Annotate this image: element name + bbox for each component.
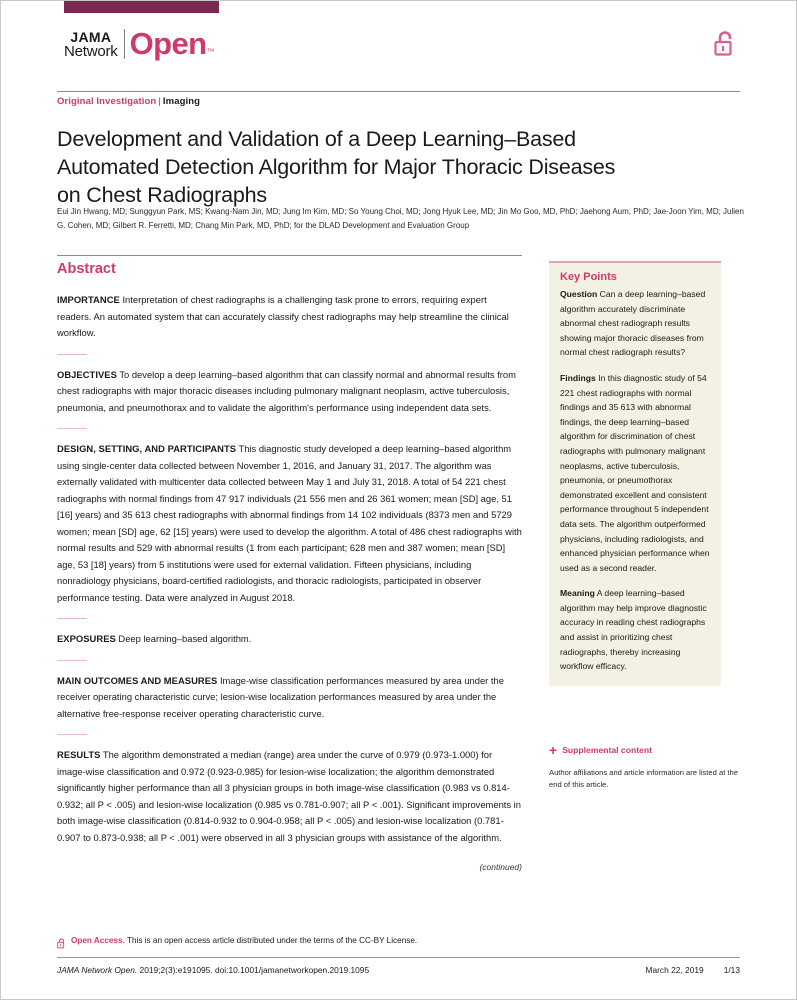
key-points-box [549,261,721,686]
abstract-design [57,441,522,606]
key-points-findings [560,371,710,575]
plus-icon: + [549,742,558,758]
logo-divider [124,29,125,59]
logo-jama-network [64,31,124,59]
key-points-question-label: Question [560,289,598,299]
open-access-label: Open Access. [71,936,125,945]
logo-open-text: Open [129,26,207,61]
open-access-license: This is an open access article distributed under the terms of the CC-BY License. [124,936,418,945]
key-points-title: Key Points [560,271,617,283]
footer [57,965,740,975]
abstract-heading: Abstract [57,261,116,277]
abstract-exposures-text: Deep learning–based algorithm. [118,633,252,644]
abstract-results [57,747,522,846]
page-number: 1/13 [723,965,740,975]
open-access-row [57,935,747,954]
footer-divider [57,957,740,958]
brand-top-bar [64,1,219,13]
abstract-rule [57,734,87,735]
abstract-section [57,261,522,872]
article-kicker [57,96,200,107]
page-title: Development and Validation of a Deep Learning–Based Automated Detection Algorithm for Major Thoracic Diseases on Chest Radiographs [57,127,616,208]
abstract-objectives-text: To develop a deep learning–based algorithm that can classify normal and abnormal results from chest radiographs with major thoracic diseases including pulmonary malignant neoplasm, active tuberculosis, pneumonia, and pneumothorax and to validate the algorithm's performance using independent data sets. [57,368,516,413]
open-access-text [71,935,417,946]
kicker-separator: | [158,96,161,107]
kicker-section: Imaging [162,96,201,107]
abstract-exposures [57,631,522,648]
key-points-meaning-label: Meaning [560,588,595,599]
footer-right [645,965,740,975]
abstract-divider [57,255,522,256]
citation-journal: JAMA Network Open. [57,965,138,975]
continued-note: (continued) [479,862,522,872]
open-padlock-icon [712,29,738,66]
citation [57,965,369,975]
abstract-rule [57,660,87,661]
supplemental-content-link[interactable] [549,742,652,758]
abstract-rule [57,618,87,619]
citation-detail: 2019;2(3):e191095. doi:10.1001/jamanetworkopen.2019.1095 [137,965,370,975]
logo-trademark: ™ [206,47,215,56]
abstract-importance-label: IMPORTANCE [57,294,120,305]
key-points-question-text: Can a deep learning–based algorithm accurately discriminate abnormal chest radiograph results showing major thoracic diseases from normal chest radiograph results? [560,289,706,358]
supplemental-content-label: Supplemental content [562,745,652,755]
author-list: Eui Jin Hwang, MD; Sunggyun Park, MS; Kwang-Nam Jin, MD; Jung Im Kim, MD; So Young Choi, MD; Jong Hyuk Lee, MD; Jin Mo Goo, MD, PhD; Jaehong Aum, PhD; Jae-Joon Yim, MD; Julien G. Cohen, MD; Gilbert R. Ferretti, MD; Chang Min Park, MD, PhD; for the DLAD Development and Evaluation Group [57,207,744,230]
abstract-outcomes [57,673,522,723]
kicker-type: Original Investigation [57,96,157,107]
abstract-objectives [57,367,522,417]
key-points-findings-label: Findings [560,372,596,383]
abstract-rule [57,428,87,429]
abstract-exposures-label: EXPOSURES [57,633,116,644]
abstract-objectives-label: OBJECTIVES [57,368,117,380]
title-divider [57,91,740,92]
abstract-design-text: This diagnostic study developed a deep learning–based algorithm using single-center data collected between November 1, 2016, and January 31, 2017. The algorithm was externally validated with multicenter data collected between May 1 and July 31, 2018. A total of 54 221 chest radiographs with normal findings from 47 917 individuals (21 556 men and 26 361 women; mean [SD] age, 51 [16] years) and 35 613 chest radiographs with abnormal findings from 14 102 individuals (8373 men and 5729 women; mean [SD] age, 62 [15] years) were used to develop the algorithm. A total of 486 chest radiographs with normal results and 529 with abnormal results (1 from each participant; 628 men and 387 women; mean [SD] age, 53 [18] years) from 5 institutions were used for external validation. Fifteen physicians, including nonradiology physicians, board-certified radiologists, and thoracic radiologists, participated in observer performance testing. Data were analyzed in August 2018. [57,443,522,603]
jama-network-open-logo [64,26,215,61]
logo-jama-text: JAMA [70,29,112,45]
abstract-outcomes-label: MAIN OUTCOMES AND MEASURES [57,674,218,686]
key-points-meaning-text: A deep learning–based algorithm may help improve diagnostic accuracy in reading chest radiographs and assist in prioritizing chest radiographs, thereby increasing workflow efficacy. [560,588,707,672]
abstract-rule [57,354,87,355]
publication-date: March 22, 2019 [645,965,704,975]
author-affiliations-note: Author affiliations and article information are listed at the end of this article. [549,768,738,789]
abstract-importance [57,292,522,342]
abstract-outcomes-text: Image-wise classification performances measured by area under the receiver operating characteristic curve; lesion-wise localization performances measured by area under the alternative free-response receiver operating characteristic curve. [57,674,504,719]
open-padlock-icon [57,936,66,954]
logo-network-text: Network [64,43,118,60]
abstract-design-label: DESIGN, SETTING, AND PARTICIPANTS [57,443,237,454]
abstract-importance-text: Interpretation of chest radiographs is a challenging task prone to errors, requiring expert readers. An automated system that can accurately classify chest radiographs may help streamline the clinical workflow. [57,294,509,338]
key-points-findings-text: In this diagnostic study of 54 221 chest radiographs with normal findings and 35 613 with abnormal findings, the deep learning–based algorithm for discrimination of chest radiographs with pulmonary malignant neoplasms, active tuberculosis, pneumonia, or pneumothorax demonstrated excellent and consistent performance throughout 5 independent data sets. The algorithm outperformed physicians, including radiologists, and enhanced physician performance when used as a second reader. [560,372,710,573]
key-points-question [560,287,710,360]
abstract-results-text: The algorithm demonstrated a median (range) area under the curve of 0.979 (0.973-1.000) for image-wise classification and 0.972 (0.923-0.985) for lesion-wise localization; the algorithm demonstrated significantly higher performance than all 3 physician groups in both image-wise classification (0.983 vs 0.814-0.932; all P < .005) and lesion-wise localization (0.985 vs 0.781-0.907; all P < .001). Significant improvements in both image-wise classification (0.814-0.932 to 0.904-0.958; all P < .005) and lesion-wise localization (0.781-0.907 to 0.873-0.938; all P < .001) were observed in all 3 physician groups with assistance of the algorithm. [57,749,521,843]
key-points-meaning [560,586,710,674]
abstract-results-label: RESULTS [57,749,101,760]
